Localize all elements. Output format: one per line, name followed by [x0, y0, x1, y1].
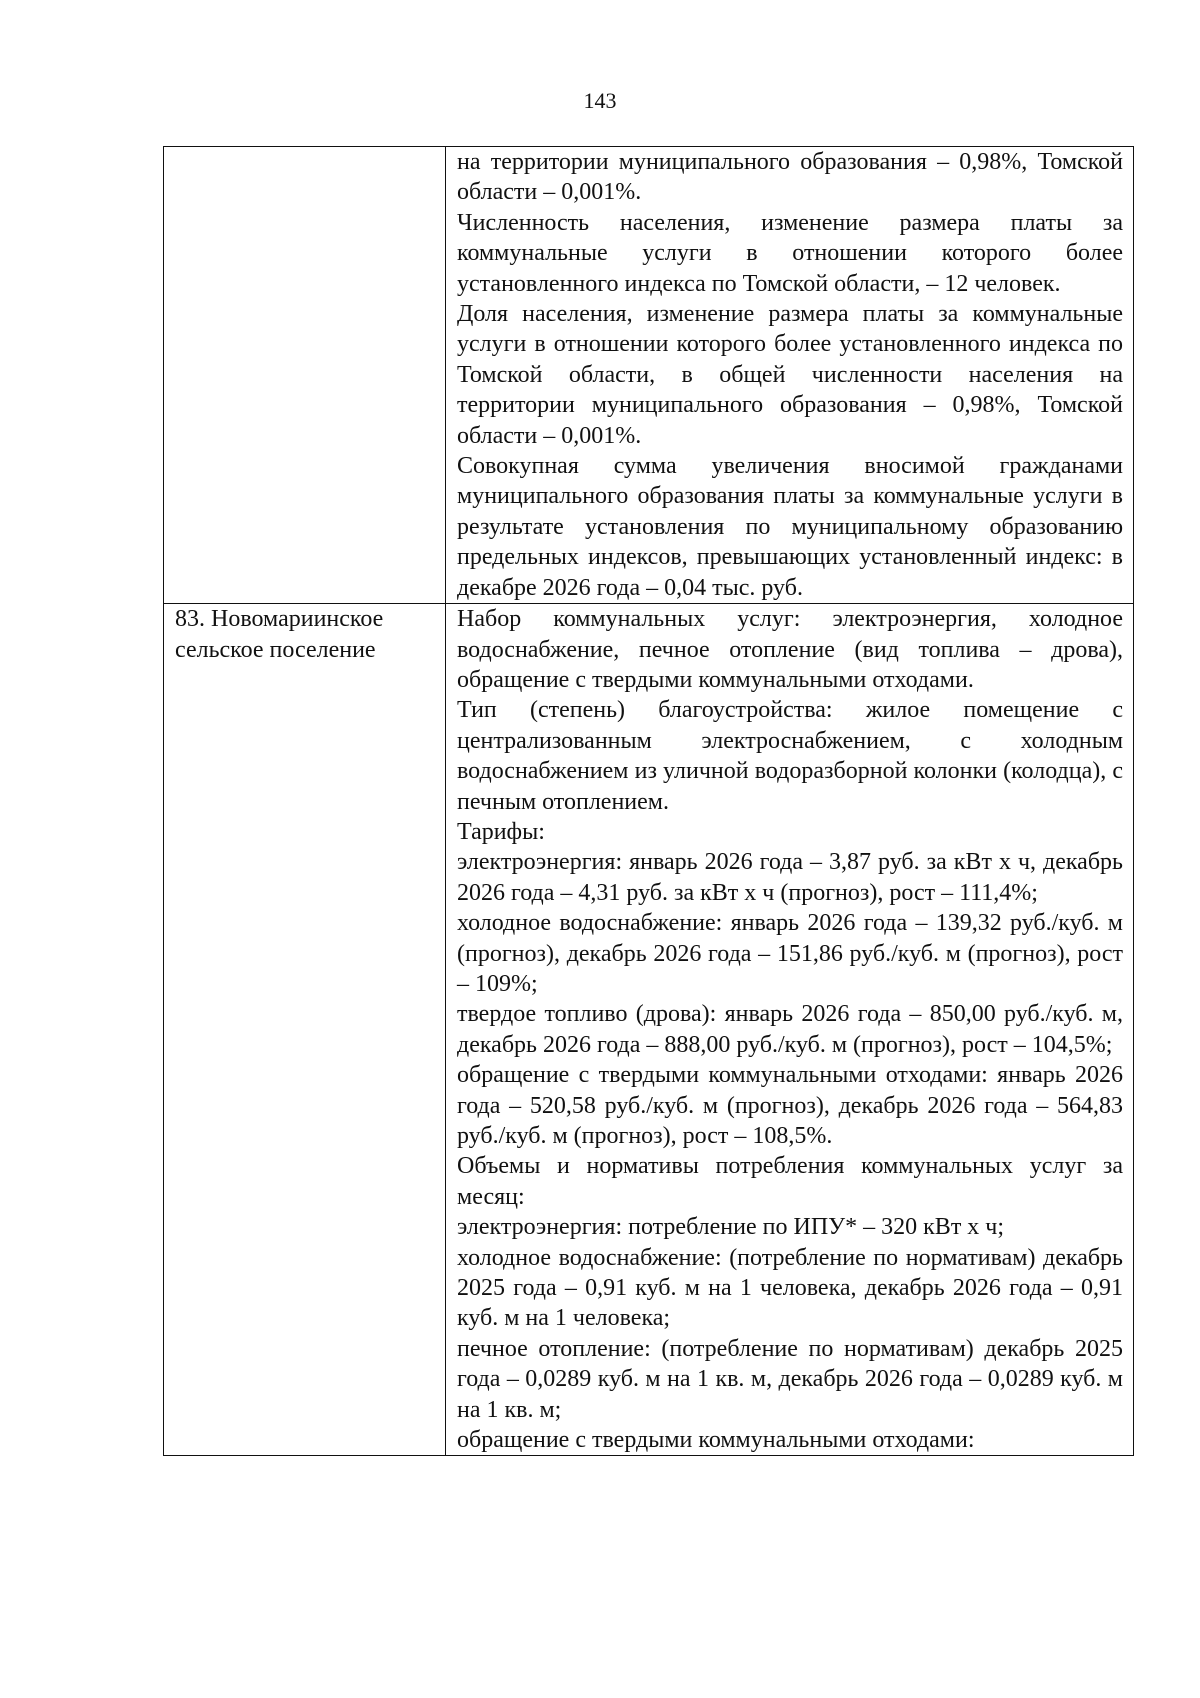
page-number: 143	[583, 88, 617, 113]
paragraph: обращение с твердыми коммунальными отходами:	[457, 1427, 975, 1454]
paragraph: твердое топливо (дрова): январь 2026 года – 850,00 руб./куб. м, декабрь 2026 года – 888,00 руб./куб. м (прогноз), рост – 104,5%;	[457, 1001, 1123, 1058]
paragraph: Объемы и нормативы потребления коммунальных услуг за месяц:	[457, 1153, 1123, 1210]
table-row	[164, 604, 1134, 1456]
municipality-name-cell	[164, 147, 446, 604]
municipality-name-line: сельское поселение	[175, 636, 376, 663]
paragraph: Доля населения, изменение размера платы за коммунальные услуги в отношении которого более установленного индекса по Томской области, в общей численности населения на территории муниципального образования – 0,98%, Томской области – 0,001%.	[457, 301, 1123, 449]
paragraph: на территории муниципального образования – 0,98%, Томской области – 0,001%.	[457, 149, 1123, 206]
indicators-cell	[446, 604, 1134, 1456]
paragraph: Совокупная сумма увеличения вносимой гражданами муниципального образования платы за коммунальные услуги в результате установления по муниципальному образованию предельных индексов, превышающих установленный индекс: в декабре 2026 года – 0,04 тыс. руб.	[457, 453, 1123, 601]
paragraph: Тарифы:	[457, 818, 545, 845]
table-row	[164, 147, 1134, 604]
paragraph: печное отопление: (потребление по нормативам) декабрь 2025 года – 0,0289 куб. м на 1 кв. м, декабрь 2026 года – 0,0289 куб. м на 1 кв. м;	[457, 1335, 1123, 1423]
paragraph: Тип (степень) благоустройства: жилое помещение с централизованным электроснабжением, с холодным водоснабжением из уличной водоразборной колонки (колодца), с печным отоплением.	[457, 697, 1123, 815]
municipality-name-cell	[164, 604, 446, 1456]
paragraph: электроэнергия: потребление по ИПУ* – 320 кВт х ч;	[457, 1214, 1005, 1241]
municipality-name-line: 83. Новомариинское	[175, 606, 384, 633]
paragraph: обращение с твердыми коммунальными отходами: январь 2026 года – 520,58 руб./куб. м (прогноз), декабрь 2026 года – 564,83 руб./куб. м (прогноз), рост – 108,5%.	[457, 1062, 1123, 1149]
paragraph: электроэнергия: январь 2026 года – 3,87 руб. за кВт х ч, декабрь 2026 года – 4,31 руб. за кВт х ч (прогноз), рост – 111,4%;	[457, 849, 1123, 906]
municipal-indicators-table	[163, 146, 1134, 1456]
paragraph: Численность населения, изменение размера платы за коммунальные услуги в отношении которого более установленного индекса по Томской области, – 12 человек.	[457, 209, 1123, 297]
paragraph: холодное водоснабжение: январь 2026 года – 139,32 руб./куб. м (прогноз), декабрь 2026 года – 151,86 руб./куб. м (прогноз), рост – 109%;	[457, 910, 1123, 997]
paragraph: Набор коммунальных услуг: электроэнергия, холодное водоснабжение, печное отопление (вид топлива – дрова), обращение с твердыми коммунальными отходами.	[457, 606, 1123, 693]
paragraph: холодное водоснабжение: (потребление по нормативам) декабрь 2025 года – 0,91 куб. м на 1 человека, декабрь 2026 года – 0,91 куб. м на 1 человека;	[457, 1244, 1123, 1332]
indicators-cell	[446, 147, 1134, 604]
